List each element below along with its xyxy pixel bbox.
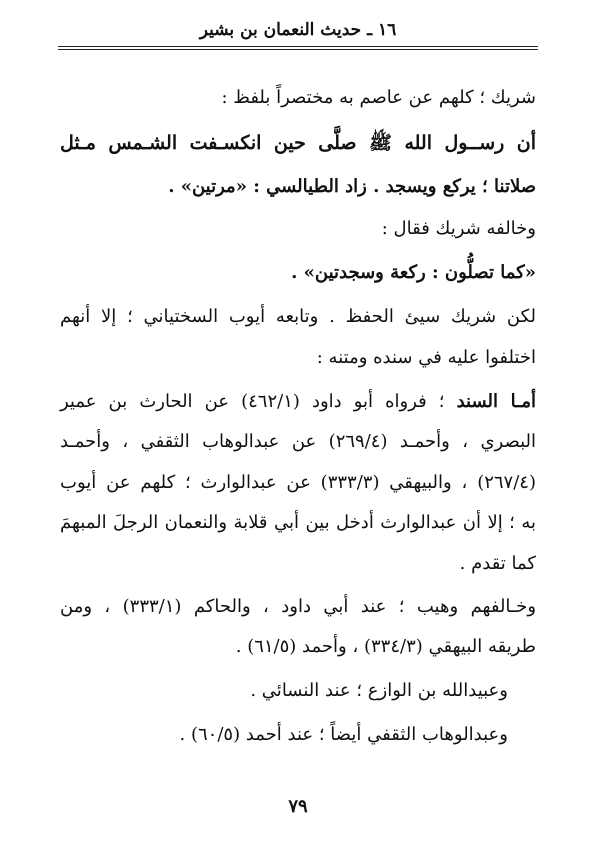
hadith-text-line-1: أن رســول الله ﷺ صلَّى حين انكسـفت الشـمس مـثل xyxy=(60,132,536,154)
text-line-16: وعبدالوهاب الثقفي أيضاً ؛ عند أحمد (٦٠/٥) . xyxy=(179,724,508,745)
header-rule-top xyxy=(58,46,538,47)
text-line-7: اختلفوا عليه في سنده ومتنه : xyxy=(316,347,536,368)
sanad-paragraph-line-2: البصري ، وأحمـد (٢٦٩/٤) عن عبدالوهاب الثقفي ، وأحمـد xyxy=(60,431,536,452)
hadith-text-line-2: صلاتنا ؛ يركع ويسجد . زاد الطيالسي : «مرتين» . xyxy=(168,176,536,197)
text-line-1: شريك ؛ كلهم عن عاصم به مختصراً بلفظ : xyxy=(221,87,536,108)
text-line-15: وعبيدالله بن الوازع ؛ عند النسائي . xyxy=(250,680,508,701)
page-number: ٧٩ xyxy=(288,796,308,817)
sanad-line-1-text: ؛ فرواه أبو داود (٤٦٢/١) عن الحارث بن عمير xyxy=(60,391,457,412)
sanad-paragraph-line-3: (٢٦٧/٤) ، والبيهقي (٣٣٣/٣) عن عبدالوارث ؛ كلهم عن أيوب xyxy=(60,472,536,493)
text-line-6: لكن شريك سيئ الحفظ . وتابعه أيوب السختياني ؛ إلا أنهم xyxy=(60,306,536,327)
text-line-13: وخـالفهم وهيب ؛ عند أبي داود ، والحاكم (٣٣٣/١) ، ومن xyxy=(60,596,537,617)
text-line-4: وخالفه شريك فقال : xyxy=(381,218,536,239)
hadith-quote: «كما تصلُّون : ركعة وسجدتين» . xyxy=(291,262,536,283)
running-head: ١٦ ـ حديث النعمان بن بشير xyxy=(199,20,397,40)
sanad-paragraph-line-1 xyxy=(60,393,536,411)
text-line-14: طريقه البيهقي (٣٣٤/٣) ، وأحمد (٦١/٥) . xyxy=(235,636,536,657)
sanad-paragraph-line-5: كما تقدم . xyxy=(459,553,536,574)
header-rule-bottom xyxy=(58,49,538,50)
sanad-heading: أمـا السند xyxy=(456,391,536,412)
sanad-paragraph-line-4: به ؛ إلا أن عبدالوارث أدخل بين أبي قلابة والنعمان الرجلَ المبهمَ xyxy=(60,512,536,533)
